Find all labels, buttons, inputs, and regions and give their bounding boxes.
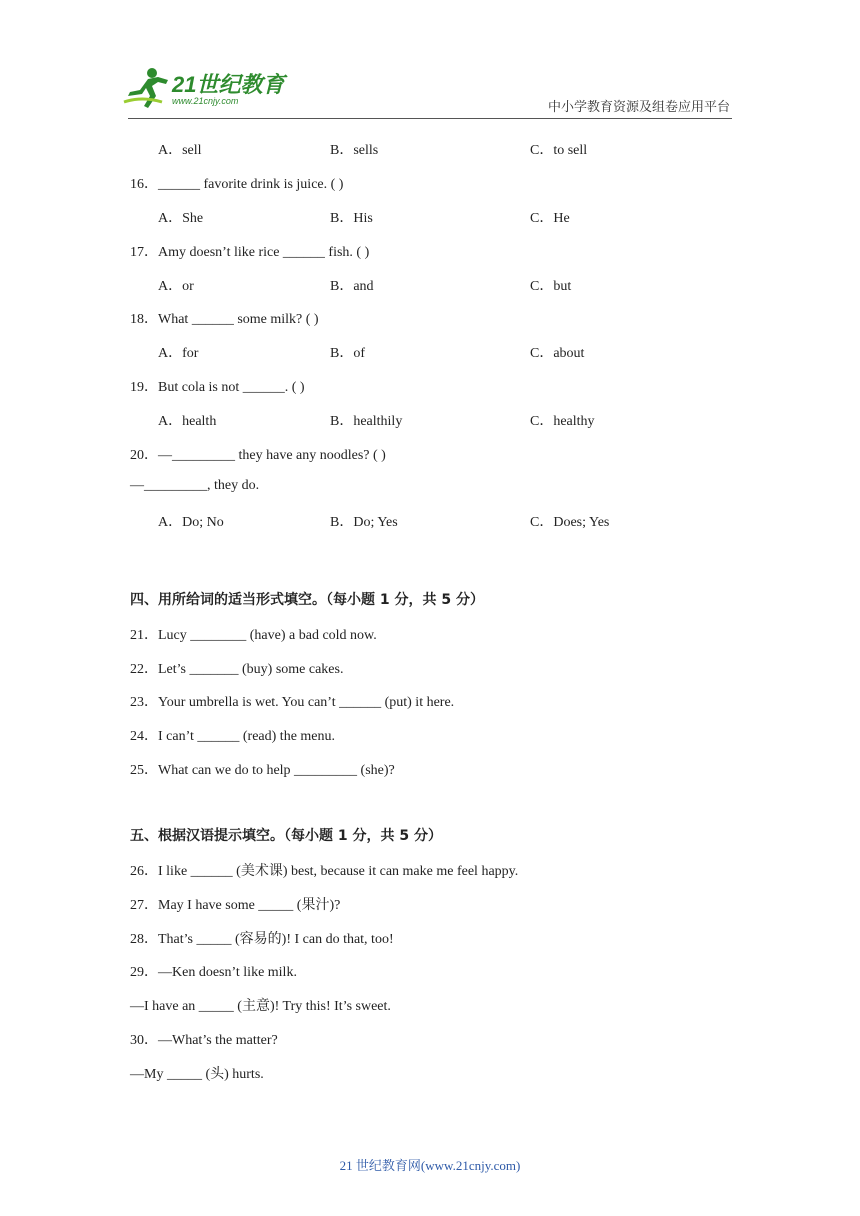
q16-option-c: C．He [530,211,570,226]
question-27: 27．May I have some _____ (果汁)? [130,898,341,913]
q18-option-b: B．of [330,346,365,361]
q18-option-a: A．for [158,346,199,361]
q17-option-c: C．but [530,279,572,294]
question-26: 26．I like ______ (美术课) best, because it can make me feel happy. [130,864,519,879]
question-19: 19．But cola is not ______. ( ) [130,380,305,395]
q15-option-a: A．sell [158,143,202,158]
question-28: 28．That’s _____ (容易的)! I can do that, too! [130,932,394,947]
question-21: 21．Lucy ________ (have) a bad cold now. [130,628,377,643]
q17-option-b: B．and [330,279,374,294]
q16-option-b: B．His [330,211,373,226]
site-logo [122,66,292,114]
question-20: 20．—_________ they have any noodles? ( ) [130,448,386,463]
question-29-line2: —I have an _____ (主意)! Try this! It’s sweet. [130,999,391,1014]
question-22: 22．Let’s _______ (buy) some cakes. [130,662,344,677]
q19-option-b: B．healthily [330,414,403,429]
question-20-line2: —_________, they do. [130,478,260,493]
q15-option-b: B．sells [330,143,379,158]
question-25: 25．What can we do to help _________ (she)? [130,763,395,778]
section-5-title: 五、根据汉语提示填空。（每小题 1 分，共 5 分） [130,828,442,844]
footer-text: 21 世纪教育网(www.21cnjy.com) [339,1158,521,1173]
question-24: 24．I can’t ______ (read) the menu. [130,729,336,744]
question-16: 16．______ favorite drink is juice. ( ) [130,177,344,192]
q15-option-c: C．to sell [530,143,588,158]
question-30: 30．—What’s the matter? [130,1033,278,1048]
header-divider [128,118,732,119]
q19-option-a: A．health [158,414,217,429]
q20-option-a: A．Do; No [158,515,224,530]
running-man-icon [122,66,170,110]
q16-option-a: A．She [158,211,204,226]
question-18: 18．What ______ some milk? ( ) [130,312,319,327]
question-23: 23．Your umbrella is wet. You can’t ______ (put) it here. [130,695,455,710]
q17-option-a: A．or [158,279,194,294]
q20-option-b: B．Do; Yes [330,515,398,530]
section-4-title: 四、用所给词的适当形式填空。（每小题 1 分，共 5 分） [130,592,484,608]
question-29: 29．—Ken doesn’t like milk. [130,965,297,980]
header-platform-text: 中小学教育资源及组卷应用平台 [548,100,731,115]
q19-option-c: C．healthy [530,414,595,429]
logo-url: www.21cnjy.com [172,96,239,106]
q18-option-c: C．about [530,346,585,361]
question-30-line2: —My _____ (头) hurts. [130,1067,264,1082]
question-17: 17．Amy doesn’t like rice ______ fish. ( ) [130,245,370,260]
logo-text: 21世纪教育 [172,72,285,97]
q20-option-c: C．Does; Yes [530,515,610,530]
